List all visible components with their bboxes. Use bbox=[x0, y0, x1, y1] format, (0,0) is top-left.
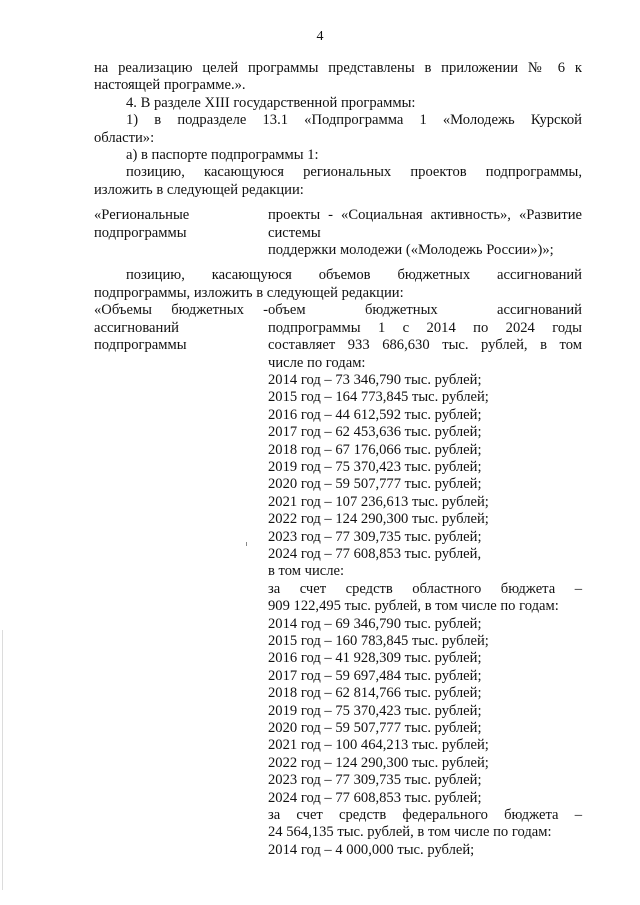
year-amount-line: 2023 год – 77 309,735 тыс. рублей; bbox=[268, 528, 482, 545]
value-line: за счет средств федерального бюджета – bbox=[268, 807, 582, 824]
label-line: «Региональные bbox=[94, 207, 190, 224]
year-amount-line: 2020 год – 59 507,777 тыс. рублей; bbox=[268, 720, 482, 737]
year-amount-line: 2014 год – 69 346,790 тыс. рублей; bbox=[268, 615, 482, 632]
value-line: проекты - «Социальная активность», «Развитие системы bbox=[268, 207, 582, 241]
value-line: 909 122,495 тыс. рублей, в том числе по годам: bbox=[268, 598, 559, 615]
years-federal-list bbox=[268, 842, 582, 859]
value-line: в том числе: bbox=[268, 563, 345, 580]
paragraph-line: подпрограммы, изложить в следующей редакции: bbox=[94, 284, 404, 301]
years-regional-list bbox=[268, 616, 582, 807]
year-amount-line: 2024 год – 77 608,853 тыс. рублей, bbox=[268, 545, 482, 562]
value-line: объем бюджетных ассигнований bbox=[268, 302, 582, 319]
label-line: подпрограммы bbox=[94, 224, 187, 241]
paragraph-line: области»: bbox=[94, 129, 155, 146]
spacer bbox=[94, 259, 582, 267]
year-amount-line: 2020 год – 59 507,777 тыс. рублей; bbox=[268, 476, 482, 493]
paragraph-line: настоящей программе.». bbox=[94, 77, 246, 94]
years-total-list bbox=[268, 372, 582, 563]
year-amount-line: 2024 год – 77 608,853 тыс. рублей; bbox=[268, 789, 482, 806]
label-line: «Объемы бюджетных - bbox=[94, 302, 268, 319]
document-body bbox=[94, 60, 582, 859]
year-amount-line: 2023 год – 77 309,735 тыс. рублей; bbox=[268, 772, 482, 789]
paragraph-line: 4. В разделе XIII государственной программы: bbox=[126, 94, 416, 111]
spacer bbox=[94, 199, 582, 207]
scan-edge bbox=[2, 630, 3, 890]
year-amount-line: 2019 год – 75 370,423 тыс. рублей; bbox=[268, 702, 482, 719]
paragraph-line: на реализацию целей программы представлены в приложении № 6 к bbox=[94, 60, 582, 76]
value-line: за счет средств областного бюджета – bbox=[268, 580, 582, 597]
paragraph-line: позицию, касающуюся объемов бюджетных ассигнований bbox=[126, 267, 582, 284]
value-line: подпрограммы 1 с 2014 по 2024 годы bbox=[268, 319, 582, 336]
year-amount-line: 2022 год – 124 290,300 тыс. рублей; bbox=[268, 754, 489, 771]
budget-value bbox=[268, 302, 582, 859]
year-amount-line: 2014 год – 73 346,790 тыс. рублей; bbox=[268, 371, 482, 388]
regional-projects-label bbox=[94, 207, 268, 259]
year-amount-line: 2014 год – 4 000,000 тыс. рублей; bbox=[268, 841, 475, 858]
paragraph-line: позицию, касающуюся региональных проектов подпрограммы, bbox=[126, 164, 582, 181]
year-amount-line: 2015 год – 160 783,845 тыс. рублей; bbox=[268, 633, 489, 649]
year-amount-line: 2018 год – 67 176,066 тыс. рублей; bbox=[268, 441, 482, 458]
value-line: числе по годам: bbox=[268, 354, 366, 371]
value-line: составляет 933 686,630 тыс. рублей, в том bbox=[268, 337, 582, 354]
value-line: 24 564,135 тыс. рублей, в том числе по годам: bbox=[268, 824, 552, 841]
year-amount-line: 2022 год – 124 290,300 тыс. рублей; bbox=[268, 511, 489, 528]
budget-label bbox=[94, 302, 268, 859]
regional-projects-value bbox=[268, 207, 582, 259]
paragraph-line: 1) в подразделе 13.1 «Подпрограмма 1 «Молодежь Курской bbox=[126, 112, 582, 129]
year-amount-line: 2021 год – 100 464,213 тыс. рублей; bbox=[268, 737, 489, 754]
paragraph-line: изложить в следующей редакции: bbox=[94, 181, 304, 198]
year-amount-line: 2015 год – 164 773,845 тыс. рублей; bbox=[268, 389, 489, 406]
label-line: подпрограммы bbox=[94, 337, 187, 354]
scan-mark bbox=[246, 542, 247, 546]
year-amount-line: 2017 год – 62 453,636 тыс. рублей; bbox=[268, 424, 482, 441]
value-line: поддержки молодежи («Молодежь России»)»; bbox=[268, 242, 554, 259]
year-amount-line: 2016 год – 41 928,309 тыс. рублей; bbox=[268, 650, 482, 667]
year-amount-line: 2021 год – 107 236,613 тыс. рублей; bbox=[268, 493, 489, 510]
year-amount-line: 2017 год – 59 697,484 тыс. рублей; bbox=[268, 667, 482, 684]
label-line: ассигнований bbox=[94, 319, 179, 336]
paragraph-line: а) в паспорте подпрограммы 1: bbox=[126, 147, 319, 164]
page-number: 4 bbox=[316, 29, 324, 44]
year-amount-line: 2019 год – 75 370,423 тыс. рублей; bbox=[268, 458, 482, 475]
year-amount-line: 2016 год – 44 612,592 тыс. рублей; bbox=[268, 406, 482, 423]
regional-projects-block bbox=[94, 207, 582, 259]
budget-block bbox=[94, 302, 582, 859]
year-amount-line: 2018 год – 62 814,766 тыс. рублей; bbox=[268, 685, 482, 702]
